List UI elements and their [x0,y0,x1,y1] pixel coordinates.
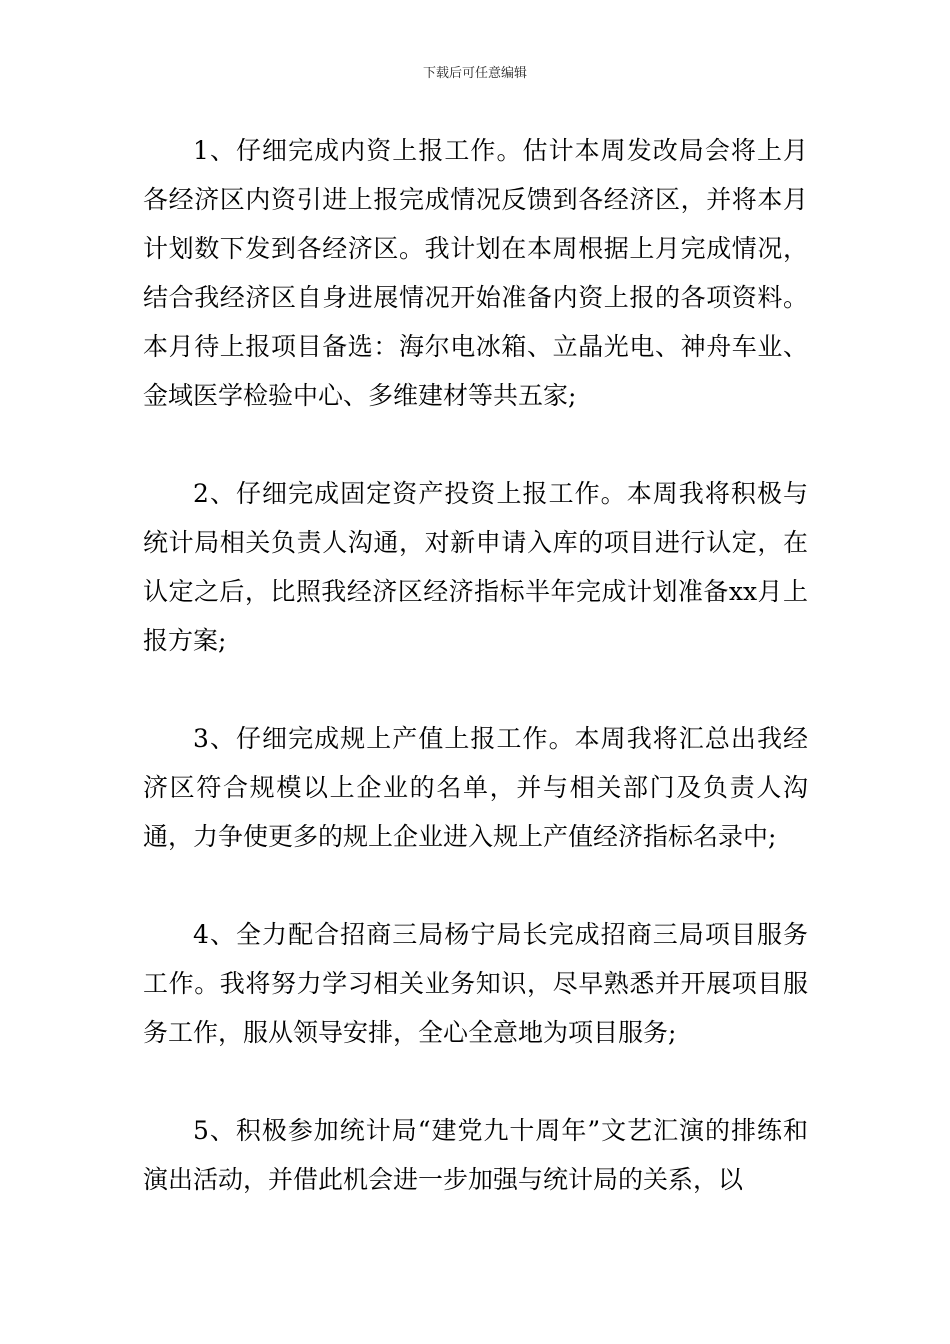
paragraph-4: 4、全力配合招商三局杨宁局长完成招商三局项目服务工作。我将努力学习相关业务知识，尽早熟悉并开展项目服务工作，服从领导安排，全心全意地为项目服务; [143,920,808,1047]
paragraph-3: 3、仔细完成规上产值上报工作。本周我将汇总出我经济区符合规模以上企业的名单，并与相关部门及负责人沟通，力争使更多的规上企业进入规上产值经济指标名录中; [143,724,808,851]
paragraph-5: 5、积极参加统计局“建党九十周年”文艺汇演的排练和演出活动，并借此机会进一步加强与统计局的关系，以 [143,1116,808,1194]
paragraph-2: 2、仔细完成固定资产投资上报工作。本周我将积极与统计局相关负责人沟通，对新申请入库的项目进行认定，在认定之后，比照我经济区经济指标半年完成计划准备xx月上报方案; [143,479,808,655]
document-body [143,126,808,1253]
paragraph-1: 1、仔细完成内资上报工作。估计本周发改局会将上月各经济区内资引进上报完成情况反馈到各经济区，并将本月计划数下发到各经济区。我计划在本周根据上月完成情况，结合我经济区自身进展情况开始准备内资上报的各项资料。本月待上报项目备选：海尔电冰箱、立晶光电、神舟车业、金域医学检验中心、多维建材等共五家; [143,136,808,410]
page-header: 下载后可任意编辑 [422,66,527,81]
